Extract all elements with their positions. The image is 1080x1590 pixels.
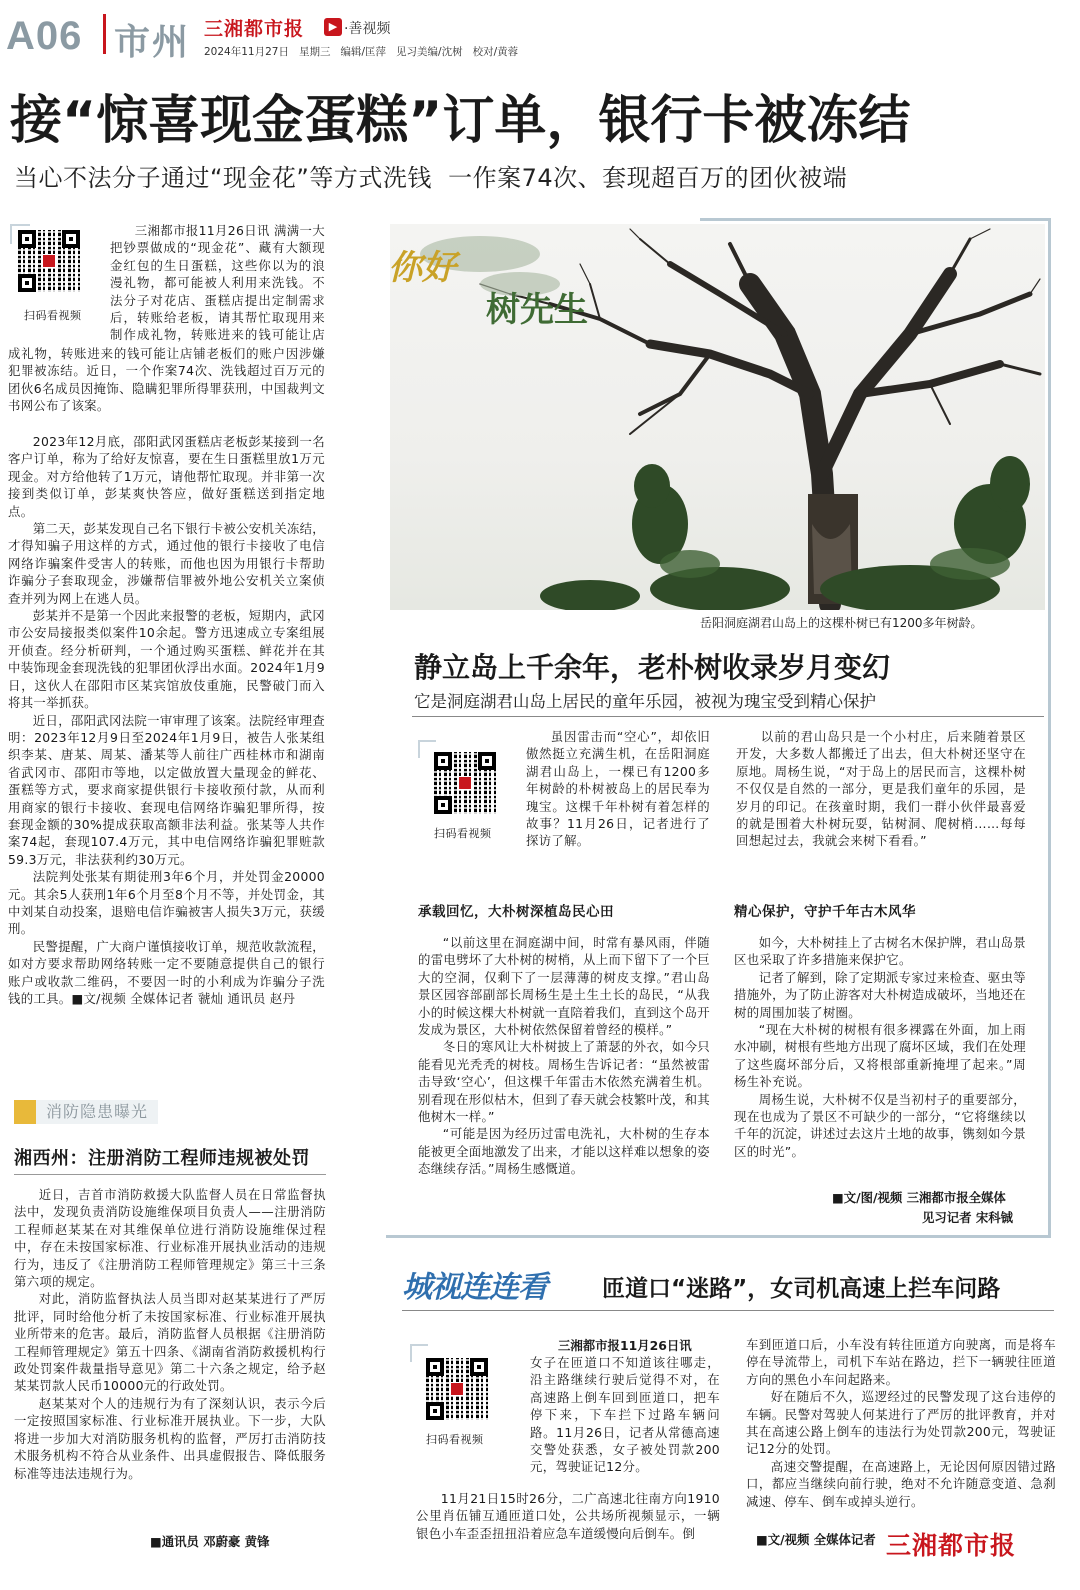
video-badge-icon: ▶ [324, 18, 342, 36]
designer: 见习美编/沈树 [396, 46, 463, 58]
issue-weekday: 星期三 [298, 46, 331, 58]
road-byline: ■文/视频 全媒体记者 [756, 1532, 876, 1547]
qr-label: 扫码看视频 [426, 1433, 484, 1446]
main-story-body [8, 222, 325, 344]
main-para-2: 2023年12月底，邵阳武冈蛋糕店老板彭某接到一名客户订单，称为了给好友惊喜，要在生日蛋糕里放1万元现金。对方给他转了1万元，请他帮忙取现。并非第一次接到类似订单，彭某爽快答应，做好蛋糕送到指定地点。 [8, 434, 325, 519]
tree-photo-caption: 岳阳洞庭湖君山岛上的这棵朴树已有1200多年树龄。 [700, 616, 983, 630]
masthead [0, 0, 1080, 64]
road-headline: 匝道口“迷路”，女司机高速上拦车问路 [602, 1276, 1001, 1302]
fire-story-body [14, 1186, 326, 1546]
tree-column-logo-2: 树先生 [486, 290, 588, 330]
road-dateline: 三湘都市报11月26日讯 [558, 1338, 692, 1353]
main-para-1-cont: 成礼物，转账进来的钱可能让店铺老板们的账户因涉嫌犯罪被冻结。近日，一个作案74次、洗钱超过百万元的团伙6名成员因掩饰、隐瞒犯罪所得罪获刑，中国裁判文书网公布了该案。 [8, 346, 325, 414]
tree-story-qr[interactable] [418, 740, 512, 844]
road-para-3: 车到匝道口后，小车没有转往匝道方向驶离，而是将车停在导流带上，司机下车站在路边，拦下一辆驶往匝道方向的黑色小车问起路来。 [746, 1337, 1056, 1387]
fire-underline [14, 1174, 326, 1175]
fire-byline: ■通讯员 邓蔚豪 黄锋 [150, 1534, 270, 1549]
page-code: A06 [6, 14, 83, 58]
tree-sub2-para-4: 周杨生说，大朴树不仅是当初村子的重要部分，现在也成为了景区不可缺少的一部分，“它将继续以千年的沉淀，讲述过去这片土地的故事，镌刻如今景区的时光”。 [734, 1091, 1026, 1159]
main-para-1: 三湘都市报11月26日讯 满满一大把钞票做成的“现金花”、藏有大额现金红包的生日蛋糕，这些你以为的浪漫礼物，都可能被人利用来洗钱。不法分子对花店、蛋糕店提出定制需求后，转账给老板，请其帮忙取现用来制作成礼物，转账进来的钱可能让店 [110, 223, 325, 343]
road-col-left-bottom [416, 1490, 720, 1546]
main-para-6: 法院判处张某有期徒刑3年6个月，并处罚金20000元。其余5人获刑1年6个月至8个月不等，并处罚金，其中刘某自动投案，退赔电信诈骗被害人损失3万元，获缓刑。 [8, 869, 325, 937]
tree-sub1-para-1: “以前这里在洞庭湖中间，时常有暴风雨，伴随的雷电劈坏了大朴树的树梢，从上而下留下了一个巨大的空洞，仅剩下了一层薄薄的树皮支撑。”君山岛景区园容部副部长周杨生是土生土长的岛民，“从我小的时候这棵大朴树就一直陪着我们，直到这个岛开发成为景区，大朴树依然保留着曾经的模样。” [418, 935, 710, 1038]
road-col-right [746, 1336, 1056, 1528]
road-underline [402, 1310, 1054, 1311]
tree-intro-text: 虽因雷击而“空心”，却依旧傲然挺立充满生机，在岳阳洞庭湖君山岛上，一棵已有1200多年树龄的朴树被岛上的居民奉为瑰宝。这棵千年朴树有着怎样的故事？11月26日，记者进行了探访了解。 [526, 729, 710, 849]
tree-sub1-para-2: 冬日的寒风让大朴树披上了萧瑟的外衣，如今只能看见光秃秃的树枝。周杨生告诉记者：“虽然被雷击导致‘空心’，但这棵千年雷击木依然充满着生机。别看现在形似枯木，但到了春天就会枝繁叶茂，和其他树木一样。” [418, 1039, 710, 1125]
fire-tag [14, 1096, 184, 1128]
editor: 编辑/匡萍 [340, 46, 387, 58]
fire-para-1: 近日，吉首市消防救援大队监督人员在日常监督执法中，发现负责消防设施维保项目负责人——注册消防工程师赵某某在对其维保单位进行消防设施维保过程中，存在未按国家标准、行业标准开展执业活动的违规行为，违反了《注册消防工程师管理规定》第三十三条第六项的规定。 [14, 1187, 326, 1290]
road-para-1: 女子在匝道口不知道该往哪走，沿主路继续行驶后觉得不对，在高速路上倒车回到匝道口，把车停下来，下车拦下过路车辆问路。11月26日，记者从常德高速交警处获悉，女子被处罚款200元，驾驶证记12分。 [530, 1355, 720, 1475]
road-column-logo: 城视连连看 [402, 1270, 547, 1305]
tree-sub2-para-2: 记者了解到，除了定期派专家过来检查、驱虫等措施外，为了防止游客对大朴树造成破坏，当地还在树的周围加装了树圈。 [734, 969, 1026, 1020]
tree-right-top-text: 以前的君山岛只是一个小村庄，后来随着景区开发，大多数人都搬迁了出去，但大朴树还坚守在原地。周杨生说，“对于岛上的居民而言，这棵朴树不仅仅是自然的一部分，更是我们童年的乐园，是岁月的印记。在孩童时期，我们一群小伙伴最喜爱的就是围着大朴树玩耍，钻树洞、爬树梢……每每回想起过去，我就会来树下看看。” [736, 729, 1026, 849]
issue-date: 2024年11月27日 [204, 46, 289, 58]
tree-subhead-2: 精心保护，守护千年古木风华 [734, 904, 916, 920]
video-brand: ·善视频 [344, 21, 391, 37]
tree-sub-underline [412, 716, 1044, 717]
masthead-info [204, 44, 518, 59]
footer-paper-logo: 三湘都市报 [882, 1526, 1020, 1562]
proofreader: 校对/黄蓉 [472, 46, 519, 58]
main-story-body-2 [8, 345, 325, 1105]
main-para-7: 民警提醒，广大商户谨慎接收订单，规范收款流程，如对方要求帮助网络转账一定不要随意提供自己的银行账户或收款二维码，不要因一时的小利成为诈骗分子洗钱的工具。■文/视频 全媒体记者 虢灿 通讯员 赵丹 [8, 938, 325, 1006]
tree-subhead-1: 承载回忆，大朴树深植岛民心田 [418, 904, 614, 920]
tree-col-left [418, 934, 710, 1224]
tree-col-right [734, 934, 1026, 1184]
main-subheadline: 当心不法分子通过“现金花”等方式洗钱 一作案74次、套现超百万的团伙被端 [14, 164, 848, 192]
fire-tag-label: 消防隐患曝光 [36, 1100, 158, 1124]
road-para-5: 高速交警提醒，在高速路上，无论因何原因错过路口，都应当继续向前行驶，绝对不允许随意变道、急刹减速、停车、倒车或掉头逆行。 [746, 1458, 1056, 1509]
qr-code-icon[interactable] [434, 752, 496, 814]
main-para-3: 第二天，彭某发现自己名下银行卡被公安机关冻结，才得知骗子用这样的方式，通过他的银行卡接收了电信网络诈骗案件受害人的转账，而他也因为用银行卡帮助诈骗分子套取现金，涉嫌帮信罪被外地公安机关立案侦查并列为网上在逃人员。 [8, 521, 325, 606]
tree-sub2-para-1: 如今，大朴树挂上了古树名木保护牌，君山岛景区也采取了许多措施来保护它。 [734, 935, 1026, 968]
fire-para-3: 赵某某对个人的违规行为有了深刻认识，表示今后一定按照国家标准、行业标准开展执业。下一步，大队将进一步加大对消防服务机构的监督，严厉打击消防技术服务机构不符合从业条件、出具虚假报告、降低服务标准等违法违规行为。 [14, 1395, 326, 1481]
tree-headline: 静立岛上千余年，老朴树收录岁月变幻 [414, 651, 891, 684]
fire-headline: 湘西州：注册消防工程师违规被处罚 [14, 1148, 310, 1169]
tree-byline-2: 见习记者 宋科铖 [922, 1210, 1014, 1225]
qr-label: 扫码看视频 [434, 827, 492, 840]
main-para-5: 近日，邵阳武冈法院一审审理了该案。法院经审理查明：2023年12月9日至2024年1月9日，被告人张某组织李某、唐某、周某、潘某等人前往广西桂林市和湖南省武冈市、邵阳市等地，以定做放置大量现金的鲜花、蛋糕等方式，要求商家提供银行卡接收预付款，从而利用商家的银行卡接收、套现电信网络诈骗犯罪所得，按套现金额的30%提成获取高额非法利益。张某等人共作案74起，套现107.4万元，其中电信网络诈骗犯罪赃款59.3万元，非法获利约30万元。 [8, 712, 325, 867]
tree-frame-top [700, 218, 1050, 221]
tree-subheadline: 它是洞庭湖君山岛上居民的童年乐园，被视为瑰宝受到精心保护 [414, 692, 876, 711]
main-headline: 接“惊喜现金蛋糕”订单，银行卡被冻结 [10, 91, 911, 151]
tree-intro [526, 728, 710, 878]
road-para-2: 11月21日15时26分，二广高速北往南方向1910公里肖伍铺互通匝道口处，公共场所视频显示，一辆银色小车歪歪扭扭沿着应急车道缓慢向后倒车。倒 [416, 1491, 720, 1541]
tree-byline-1: ■文/图/视频 三湘都市报全媒体 [832, 1190, 1006, 1205]
paper-name: 三湘都市报 [204, 18, 305, 40]
qr-label: 扫码看视频 [24, 309, 82, 322]
tree-right-top [736, 728, 1026, 888]
fire-para-2: 对此，消防监督执法人员当即对赵某某进行了严厉批评，同时给他分析了未按国家标准、行业标准开展执业所带来的危害。最后，消防监督人员根据《注册消防工程师管理规定》第五十四条、《湖南省消防救援机构行政处罚案件裁量指导意见》第二十六条之规定，给予赵某某罚款人民币10000元的行政处罚。 [14, 1291, 326, 1394]
qr-code-icon[interactable] [426, 1358, 488, 1420]
section-name: 市州 [114, 22, 191, 63]
road-col-left-top [530, 1354, 720, 1494]
road-para-4: 好在随后不久，巡逻经过的民警发现了这台违停的车辆。民警对驾驶人何某进行了严厉的批评教育，并对其在高速公路上倒车的违法行为处罚款200元，驾驶证记12分的处罚。 [746, 1389, 1056, 1457]
tree-sub2-para-3: “现在大朴树的树根有很多裸露在外面，加上雨水冲刷，树根有些地方出现了腐坏区域，我们在处理了这些腐坏部分后，又将根部重新掩埋了起来。”周杨生补充说。 [734, 1022, 1026, 1090]
main-para-4: 彭某并不是第一个因此来报警的老板，短期内，武冈市公安局接报类似案件10余起。警方迅速成立专案组展开侦查。经分析研判，一个通过购买蛋糕、鲜花并在其中装饰现金套现洗钱的犯罪团伙浮出水面。2024年1月9日，这伙人在邵阳市区某宾馆放伎重施，民警破门而入将其一举抓获。 [8, 608, 325, 711]
road-story-qr[interactable] [410, 1344, 506, 1448]
tree-column-logo-1: 你好 [388, 248, 456, 288]
masthead-divider [103, 14, 106, 54]
tree-sub1-para-3: “可能是因为经历过雷电洗礼，大朴树的生存本能被更全面地激发了出来，才能以这样难以想象的姿态继续存活。”周杨生感慨道。 [418, 1126, 710, 1177]
